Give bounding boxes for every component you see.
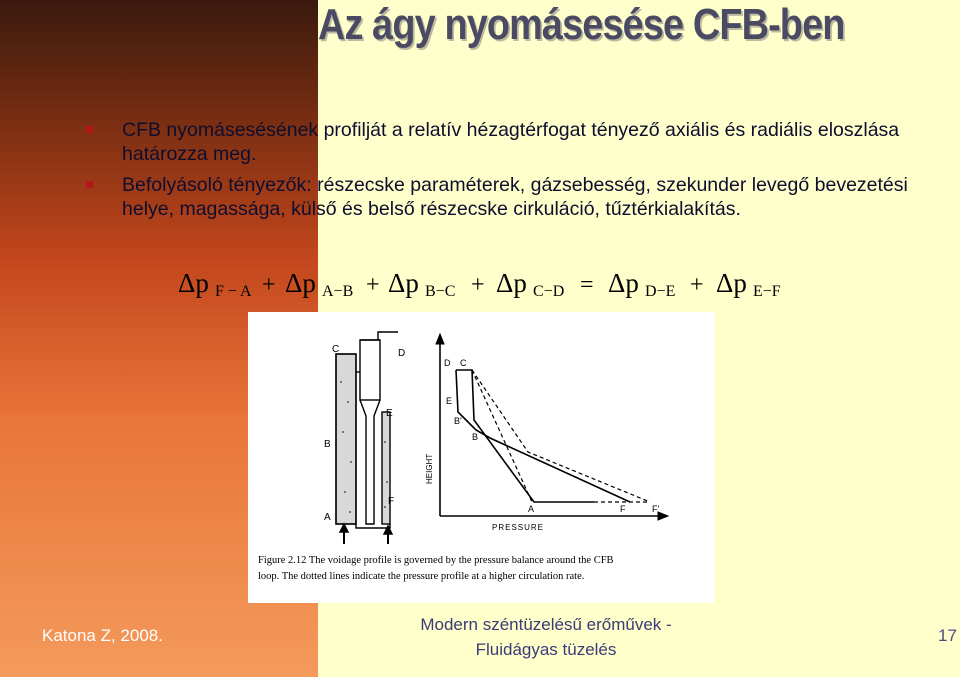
equation-symbol: Δp: [285, 268, 316, 298]
profile-label-b: B: [472, 432, 479, 442]
pressure-axis-arrow-icon: [658, 512, 668, 520]
equation-operator: +: [471, 272, 485, 298]
square-bullet-icon: [86, 181, 93, 188]
figure-caption-line-1: Figure 2.12 The voidage profile is governed by the pressure balance around the CFB: [258, 555, 614, 566]
axis-label-pressure: PRESSURE: [492, 523, 545, 532]
bullet-text: Befolyásoló tényezők: részecske paraméterek, gázsebesség, szekunder levegő bevezetési helye, magassága, külső és belső részecske cirkuláció, tűztérkialakítás.: [122, 174, 908, 220]
bullet-item: [80, 173, 910, 221]
equation-term: [178, 268, 276, 300]
equation-operator: +: [690, 272, 704, 298]
equation-term: [608, 268, 704, 300]
equation-term: [285, 268, 380, 300]
slide-title: Az ágy nyomásesése CFB-ben: [318, 0, 845, 49]
equation-term: [388, 268, 485, 300]
loop-label-c: C: [332, 344, 340, 355]
bullet-item: [80, 118, 910, 166]
profile-label-b-prime: B': [454, 416, 462, 426]
footer-course-title: [390, 612, 702, 662]
loop-label-b: B: [324, 439, 331, 450]
equation-symbol: Δp: [608, 268, 639, 298]
profile-dashed-line: [472, 370, 532, 502]
equation-term: [496, 268, 594, 300]
equation-symbol: Δp: [496, 268, 527, 298]
height-axis-arrow-icon: [436, 334, 444, 344]
equation-subscript: A−B: [322, 283, 354, 300]
equation-operator: +: [366, 272, 380, 298]
profile-solid-line: [456, 370, 630, 502]
square-bullet-icon: [86, 126, 93, 133]
profile-label-f-prime: F': [652, 504, 660, 514]
pressure-balance-equation: [178, 266, 798, 306]
equation-term: [716, 268, 781, 300]
equation-operator: =: [580, 272, 594, 298]
profile-label-c: C: [460, 358, 467, 368]
footer-page-number: 17: [938, 626, 957, 645]
pressure-profile-graph: [436, 334, 668, 520]
loop-label-d: D: [398, 348, 406, 359]
axis-label-height: HEIGHT: [425, 453, 434, 484]
profile-label-d: D: [444, 358, 451, 368]
equation-operator: +: [262, 272, 276, 298]
loop-label-e: E: [386, 408, 393, 419]
footer-course-line-1: Modern széntüzelésű erőművek -: [420, 615, 672, 634]
equation-symbol: Δp: [178, 268, 209, 298]
footer-author: Katona Z, 2008.: [42, 626, 163, 645]
profile-label-f: F: [620, 504, 626, 514]
equation-subscript: F − A: [215, 283, 252, 300]
profile-dashed-line: [472, 370, 650, 502]
bullet-text: CFB nyomásesésének profilját a relatív hézagtérfogat tényező axiális és radiális eloszlása határozza meg.: [122, 119, 900, 165]
equation-symbol: Δp: [716, 268, 747, 298]
equation-symbol: Δp: [388, 268, 419, 298]
equation-subscript: E−F: [753, 283, 781, 300]
cfb-pressure-profile-figure: [248, 312, 714, 603]
profile-label-a: A: [528, 504, 535, 514]
bullet-list: [80, 118, 910, 228]
profile-label-e: E: [446, 396, 453, 406]
footer-course-line-2: Fluidágyas tüzelés: [475, 640, 617, 659]
equation-subscript: B−C: [425, 283, 456, 300]
loop-label-f: F: [388, 496, 395, 507]
figure-caption-line-2: loop. The dotted lines indicate the pressure profile at a higher circulation rate.: [258, 571, 585, 582]
equation-subscript: C−D: [533, 283, 565, 300]
cfb-loop-schematic: [336, 332, 398, 544]
loop-label-a: A: [324, 512, 331, 523]
equation-subscript: D−E: [645, 283, 676, 300]
